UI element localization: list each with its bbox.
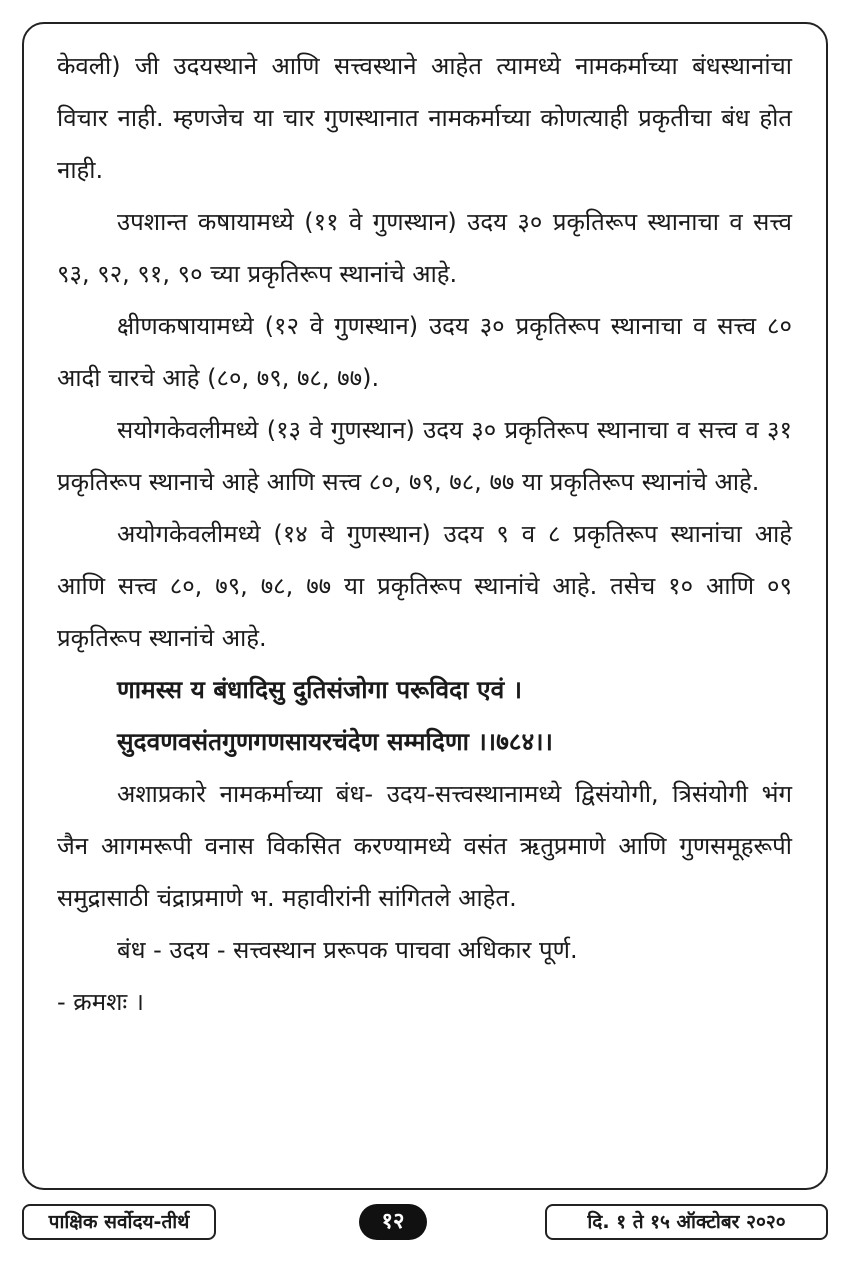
verse-line: सुदवणवसंतगुणगणसायरचंदेण सम्मदिणा ।।७८४।। — [117, 727, 553, 756]
paragraph: बंध - उदय - सत्त्वस्थान प्ररूपक पाचवा अधिकार पूर्ण. — [117, 936, 578, 964]
paragraph: अयोगकेवलीमध्ये (१४ वे गुणस्थान) उदय ९ व ८ प्रकृतिरूप स्थानांचा आहे आणि सत्त्व ८०, ७९, ७८, ७७ या प्रकृतिरूप स्थानांचे आहे. तसेच १० आणि ०९ प्रकृतिरूप स्थानांचे आहे. — [57, 520, 792, 652]
paragraph: उपशान्त कषायामध्ये (११ वे गुणस्थान) उदय ३० प्रकृतिरूप स्थानाचा व सत्त्व ९३, ९२, ९१, ९० च्या प्रकृतिरूप स्थानांचे आहे. — [57, 208, 792, 288]
issue-date: दि. १ ते १५ ऑक्टोबर २०२० — [545, 1204, 828, 1240]
paragraph: अशाप्रकारे नामकर्माच्या बंध- उदय-सत्त्वस्थानामध्ये द्विसंयोगी, त्रिसंयोगी भंग जैन आगमरूपी वनास विकसित करण्यामध्ये वसंत ऋतुप्रमाणे आणि गुणसमूहरूपी समुद्रासाठी चंद्राप्रमाणे भ. महावीरांनी सांगितले आहेत. — [57, 780, 792, 912]
paragraph: केवली) जी उदयस्थाने आणि सत्त्वस्थाने आहेत त्यामध्ये नामकर्माच्या बंधस्थानांचा विचार नाही. म्हणजेच या चार गुणस्थानात नामकर्माच्या कोणत्याही प्रकृतीचा बंध होत नाही. — [57, 52, 792, 184]
verse-line: णामस्स य बंधादिसु दुतिसंजोगा परूविदा एवं । — [117, 675, 523, 704]
paragraph: क्षीणकषायामध्ये (१२ वे गुणस्थान) उदय ३० प्रकृतिरूप स्थानाचा व सत्त्व ८० आदी चारचे आहे (८०, ७९, ७८, ७७). — [57, 312, 792, 392]
article-body — [57, 40, 792, 1028]
continued-note: - क्रमशः । — [57, 988, 144, 1016]
page-number: १२ — [359, 1204, 427, 1240]
publication-name: पाक्षिक सर्वोदय-तीर्थ — [22, 1204, 216, 1240]
paragraph: सयोगकेवलीमध्ये (१३ वे गुणस्थान) उदय ३० प्रकृतिरूप स्थानाचा व सत्त्व व ३१ प्रकृतिरूप स्थानाचे आहे आणि सत्त्व ८०, ७९, ७८, ७७ या प्रकृतिरूप स्थानांचे आहे. — [57, 416, 792, 496]
